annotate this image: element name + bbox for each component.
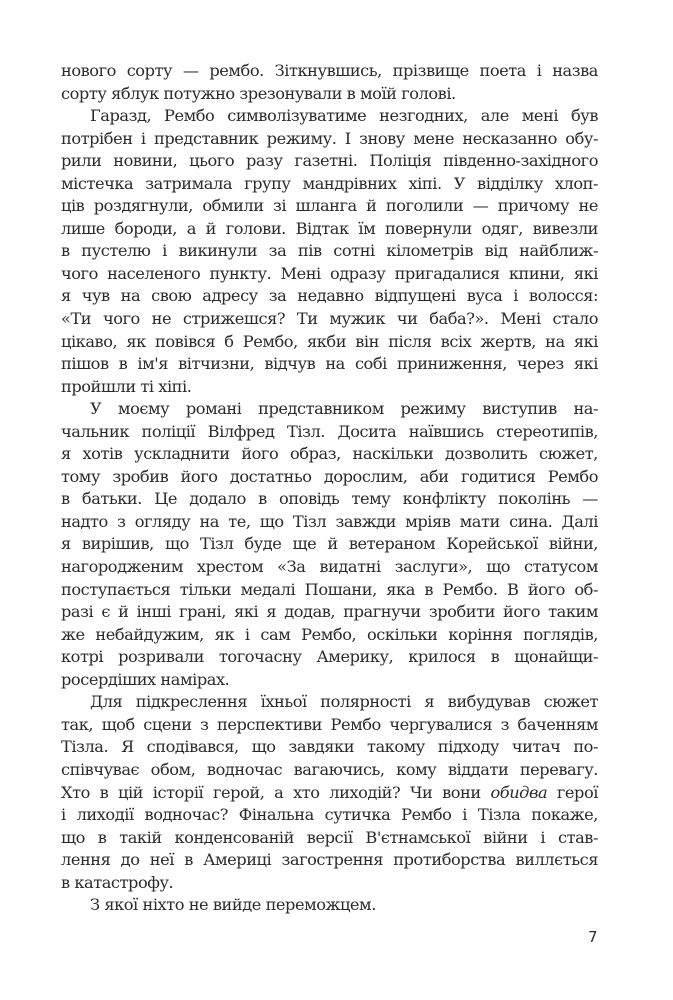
text-line: чого населеного пункту. Мені одразу пригадалися кпини, які — [61, 263, 598, 283]
paragraph-1 — [61, 60, 598, 105]
text-line: в катастрофу. — [61, 872, 174, 892]
text-line: потрібен і представник режиму. І знову мене несказанно обу- — [61, 128, 598, 148]
text-line: що в такій конденсованій версії В'єтнамської війни і став- — [61, 827, 598, 847]
text-line: Для підкреслення їхньої полярності я вибудував сюжет — [90, 692, 598, 712]
text-line: в пустелю і викинули за пів сотні кілометрів від найближ- — [61, 241, 598, 261]
text-line: надто з огляду на те, що Тізл завжди мріяв мати сина. Далі — [61, 511, 598, 531]
text-line: котрі розривали тогочасну Америку, крилося в щонайщи- — [61, 647, 598, 667]
italic-emphasis: обидва — [490, 782, 548, 802]
text-segment: Хто в цій історії герой, а хто лиходій? Чи вони — [61, 782, 491, 802]
text-line: цікаво, як повівся б Рембо, якби він після всіх жертв, на які — [61, 331, 598, 351]
text-line: сорту яблук потужно зрезонували в моїй голові. — [61, 83, 456, 103]
text-line: я хотів ускладнити його образ, наскільки дозволить сюжет, — [61, 444, 598, 464]
text-line: поступається тільки медалі Пошани, яка в Рембо. В його об- — [61, 579, 598, 599]
text-line: лише бороди, а й голови. Відтак їм повернули одяг, вивезли — [61, 218, 598, 238]
text-line: же небайдужим, як і сам Рембо, оскільки коріння поглядів, — [61, 624, 598, 644]
text-line: пішов в ім'я вітчизни, відчув на собі приниження, через які — [61, 354, 598, 374]
text-line: ців роздягнули, обмили зі шланга й поголили — причому не — [61, 196, 598, 216]
paragraph-5 — [61, 894, 598, 917]
text-line: і лиходії водночас? Фінальна сутичка Рембо і Тізла покаже, — [61, 805, 598, 825]
text-line: в батьки. Це додало в оповідь тему конфлікту поколінь — — [61, 489, 598, 509]
paragraph-4 — [61, 691, 598, 894]
text-line: росердіших намірах. — [61, 669, 230, 689]
text-segment: герої — [547, 782, 598, 802]
paragraph-3 — [61, 398, 598, 691]
text-line: співчуває обом, водночас вагаючись, кому віддати перевагу. — [61, 759, 598, 779]
text-line: Тізла. Я сподівався, що завдяки такому підходу читач по- — [61, 737, 598, 757]
text-line: пройшли ті хіпі. — [61, 376, 192, 396]
text-line: У моєму романі представником режиму виступив на- — [90, 399, 598, 419]
text-line: разі є й інші грані, які я додав, прагнучи зробити його таким — [61, 602, 598, 622]
text-line: Гаразд, Рембо символізуватиме незгодних, але мені був — [90, 106, 598, 126]
text-line: лення до неї в Америці загострення протиборства виллється — [61, 850, 598, 870]
text-line-with-italic — [61, 782, 598, 805]
text-line: нагородженим хрестом «За видатні заслуги», що статусом — [61, 557, 598, 577]
text-line: «Ти чого не стрижешся? Ти мужик чи баба?». Мені стало — [61, 309, 598, 329]
page-body-text — [61, 60, 598, 917]
text-line: чальник поліції Вілфред Тізл. Досита наївшись стереотипів, — [61, 421, 598, 441]
text-line: нового сорту — рембо. Зіткнувшись, прізвище поета і назва — [61, 61, 598, 80]
text-line: З якої ніхто не вийде переможцем. — [90, 895, 376, 915]
text-line: рили новини, цього разу газетні. Поліція південно-західного — [61, 151, 598, 171]
text-line: так, щоб сцени з перспективи Рембо чергувалися з баченням — [61, 714, 598, 734]
text-line: тому зробив його достатньо дорослим, аби годитися Рембо — [61, 466, 598, 486]
text-line: я вирішив, що Тізл буде ще й ветераном Корейської війни, — [61, 534, 598, 554]
page-number: 7 — [588, 928, 598, 946]
text-line: я чув на свою адресу за недавно відпущені вуса і волосся: — [61, 286, 598, 306]
paragraph-2 — [61, 105, 598, 398]
text-line: містечка затримала групу мандрівних хіпі. У відділку хлоп- — [61, 173, 598, 193]
